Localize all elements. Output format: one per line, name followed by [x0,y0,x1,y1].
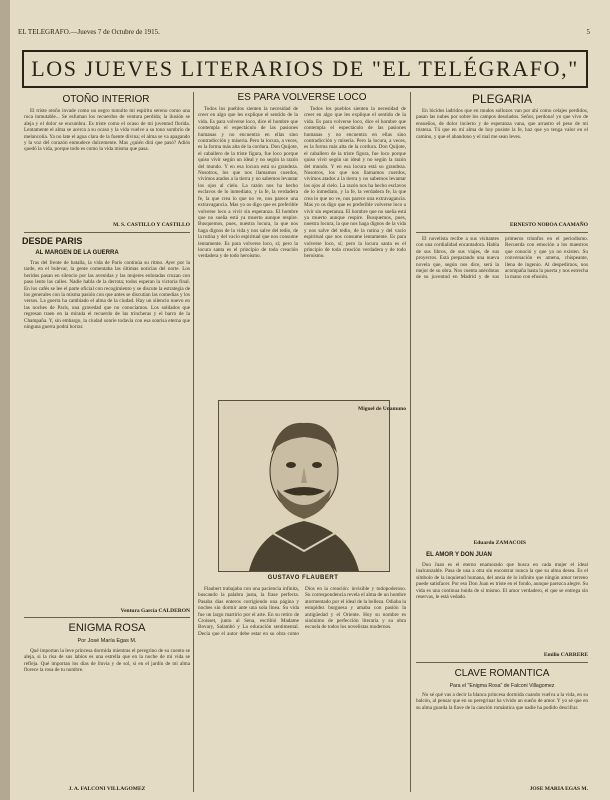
section-rule [416,232,588,233]
clave-author: JOSE MARIA EGAS M. [529,786,588,792]
section-rule [24,232,190,233]
clave-byline: Para el "Enigma Rosa" de Falconi Villagomez [449,683,555,689]
flaubert-portrait [218,400,390,572]
plegaria-text: En lúcidos ladridos que en mudos sollozos van por ahí como celajes perdidos, pasan las nubes por sobre los campos desolados. Señor, perdona! yo que vivo de ensueños, de dolor incierto y de esperanza vana, que arrastro el peso de mi tristeza. Tú que en mi alma de hoy pusiste la fe, haz que yo tenga valor en el camino, y que el abandono y el mal me sean leves. [416,108,588,140]
plegaria-author: ERNESTO NOBOA CAAMAÑO [509,222,588,228]
amor-text: Don Juan es el eterno enamorado que busca en cada mujer el ideal inalcanzable. Pasa de una a otra sin encontrar nunca la que su alma desea. Es el símbolo de la inquietud humana, del ansia de lo infinito que ningún amor terreno puede satisfacer. Por eso Don Juan es triste en el fondo, aunque parezca alegre. Su vida es una continua huida de sí mismo. El amor verdadero, el que se entrega sin reservas, le está vedado. [416,562,588,601]
paris-author: Ventura García CALDERON [120,608,190,614]
palabra-author: Miguel de Unamuno [358,406,406,412]
otono-author: M. S. CASTILLO Y CASTILLO [113,222,190,228]
flaubert-body [198,586,406,791]
banner-title: LOS JUEVES LITERARIOS DE "EL TELÉGRAFO," [31,56,579,81]
column-rule [410,92,411,792]
enigma-body [24,648,190,783]
amor-title: EL AMOR Y DON JUAN [426,552,492,558]
entrevistas-body [416,236,588,536]
amor-author: Emilio CARRERE [543,652,588,658]
page-binding-shadow [0,0,10,800]
section-rule [416,662,588,663]
plegaria-title: PLEGARIA [471,92,533,106]
paris-title: DESDE PARIS [22,236,83,246]
clave-body [416,692,588,784]
entrevistas-author: Eduardo ZAMACOIS [473,540,526,546]
otono-text: El triste otoño invade como un negro tumulto mi espíritu sereno como una roca inmutable... Se esfuman los recuerdos de ventura perdida; la ilusión se aleja y el dolor se encumbra. Es triste como el ocaso de mi juventud florida. Lentamente el alma se acerca a su ocaso y la vida vuelve a su tono sombrío de melancolía. Ya no late el agua clara de la fuente divina; el alma se va apagando y la voz del corazón enmudece dulcemente. Mas ¿quién dirá que pasó? Adiós quedó la vida, porque todo es como la vida misma que pasa. [24,108,190,153]
palabra-title: ES PARA VOLVERSE LOCO [237,92,367,103]
clave-text: No sé qué vas a decir la blanca princesa dormida cuando vuelva a la vida, en su balcón, al pensar que en su peregrinar ha vivido un sueño de amor. Y yo sé que en su alma guarda la llave de la canción romántica que nadie ha podido descifrar. [416,692,588,711]
section-rule [24,617,190,618]
entrevistas-text: El novelista recibe a sus visitantes con una cordialidad encantadora. Habla de sus libros, de sus viajes, de sus proyectos. Está preparando una nueva novela que, según nos dice, será la mejor de su obra. Nos cuenta anécdotas de su juventud en Madrid y de sus primeros triunfos en el periodismo. Recuerda con emoción a los maestros que conoció y que ya no existen. Su conversación es amena, chispeante, llena de ingenio. Al despedirnos, nos acompaña hasta la puerta y nos estrecha la mano con efusión. [416,236,588,281]
otono-body [24,108,190,218]
section-banner [22,50,588,88]
otono-title: OTOÑO INTERIOR [62,94,150,105]
flaubert-caption: GUSTAVO FLAUBERT [267,575,339,581]
running-header [18,28,590,36]
paris-text: Tras del frente de batalla, la vida de París continúa su ritmo. Ayer por la tarde, en el bulevar, la gente comentaba las últimas noticias del norte. Los heridos pasan en silencio por las avenidas y las mujeres enlutadas cruzan con paso lento las calles. Nadie habla de la derrota; todos esperan la victoria final. En los cafés se lee el parte oficial con recogimiento y se discute la estrategia de los generales con la misma pasión con que antes se discutían las comedias y los versos. La guerra ha cambiado el alma de la ciudad. Hay un silencio nuevo en las noches de París, una gravedad que no conocíamos. Los soldados que regresan traen en la mirada el recuerdo de las trincheras y el barro de la Champaña. Y, sin embargo, la ciudad sonríe todavía con esa sonrisa eterna que ninguna guerra podrá borrar. [24,260,190,331]
paris-body [24,260,190,605]
clave-title: CLAVE ROMANTICA [454,668,550,679]
header-date: EL TELEGRAFO.—Jueves 7 de Octubre de 1915. [18,28,160,36]
column-rule [193,92,194,792]
portrait-engraving-icon [219,401,389,571]
enigma-author: J. A. FALCONI VILLAGOMEZ [68,786,146,792]
palabra-body-right [304,106,406,396]
palabra-text: Todos los pueblos sienten la necesidad de creer en algo que les explique el sentido de la vida. Es para volverse loco, dice el hombre que contempla el espectáculo de las pasiones humanas y no encuentra en ellas sino contradicción y miseria. Pero la locura, a veces, es la forma más alta de la cordura. Don Quijote, el caballero de la triste figura, fue loco porque quiso vivir según un ideal y no según la razón del mundo. Y en esa locura está su grandeza. Nosotros, los que nos llamamos cuerdos, vivimos atados a la tierra y no sabemos levantar los ojos al cielo. La razón nos ha hecho esclavos de lo inmediato, y la fe, la verdadera fe, la que crea lo que no ve, nos parece una extravagancia. Mas yo os digo que es preferible volverse loco a vivir sin esperanza. El hombre que no sueña está ya muerto aunque respire. Busquemos, pues, nuestra locura, la que nos haga dignos de la vida y nos salve del tedio, de la rutina y del vacío espiritual que nos consume lentamente. Es para volverse loco, sí; pero la locura santa es el principio de toda creación verdadera y de todo heroísmo. [198,106,298,260]
palabra-text-continued: Todos los pueblos sienten la necesidad de creer en algo que les explique el sentido de la vida. Es para volverse loco, dice el hombre que contempla el espectáculo de las pasiones humanas y no encuentra en ellas sino contradicción y miseria. Pero la locura, a veces, es la forma más alta de la cordura. Don Quijote, el caballero de la triste figura, fue loco porque quiso vivir según un ideal y no según la razón del mundo. Y en esa locura está su grandeza. Nosotros, los que nos llamamos cuerdos, vivimos atados a la tierra y no sabemos levantar los ojos al cielo. La razón nos ha hecho esclavos de lo inmediato, y la fe, la verdadera fe, la que crea lo que no ve, nos parece una extravagancia. Mas yo os digo que es preferible volverse loco a vivir sin esperanza. El hombre que no sueña está ya muerto aunque respire. Busquemos, pues, nuestra locura, la que nos haga dignos de la vida y nos salve del tedio, de la rutina y del vacío espiritual que nos consume lentamente. Es para volverse loco, sí; pero la locura santa es el principio de toda creación verdadera y de todo heroísmo. [304,106,406,260]
enigma-text: Qué importan la leve princesa dormida mientras el peregrino de su cuento se aleja, si la risa de sus labios es una estrella que en la noche de mi vida se refleja. Qué importan los días de lluvia y de sol, si en el jardín de mi alma florece la rosa de tu nombre. [24,648,190,674]
palabra-body-left [198,106,298,396]
paris-subtitle: AL MARGEN DE LA GUERRA [35,250,119,256]
enigma-title: ENIGMA ROSA [68,622,146,634]
flaubert-text: Flaubert trabajaba con una paciencia infinita, buscando la palabra justa, la frase perfecta. Pasaba días enteros corrigiendo una página y noches sin dormir ante una sola línea. Su vida fue un largo martirio por el arte. En su retiro de Croisset, junto al Sena, escribió Madame Bovary, Salambó y La educación sentimental. Decía que el autor debe estar en su obra como Dios en la creación: invisible y todopoderoso. Su correspondencia revela el alma de un hombre atormentado por el ideal de la belleza. Odiaba la estupidez burguesa y amaba con pasión la antigüedad y el Oriente. Hoy su nombre es sinónimo de perfección literaria y su obra escuela de todos los novelistas modernos. [198,586,406,637]
plegaria-body [416,108,588,218]
enigma-byline: Por José María Egas M. [77,638,137,644]
amor-body [416,562,588,650]
header-page-number: 5 [586,28,590,36]
